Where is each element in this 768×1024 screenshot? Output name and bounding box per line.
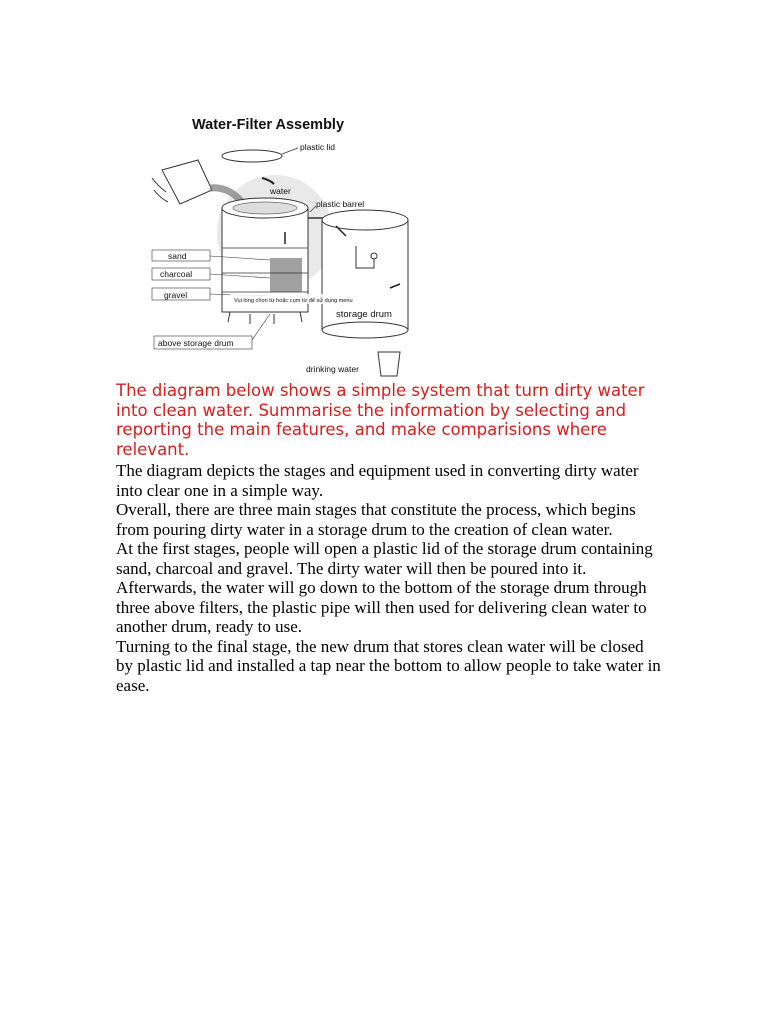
- essay-paragraph-3: At the first stages, people will open a plastic lid of the storage drum containing sand, charcoal and gravel. The dirty water will then be poured into it. Afterwards, the water will go down to the bottom of the storage drum through three above filters, the plastic pipe will then used for delivering clean water to another drum, ready to use.: [116, 539, 653, 636]
- essay-paragraph-1: The diagram depicts the stages and equipment used in converting dirty water into clear one in a simple way.: [116, 461, 639, 500]
- drinking-water-cup: [378, 352, 400, 376]
- label-storage-drum: storage drum: [336, 309, 392, 320]
- water-filter-diagram: [150, 108, 420, 378]
- essay-body: [116, 461, 661, 695]
- label-above-storage-drum: above storage drum: [158, 338, 234, 348]
- plastic-lid-shape: [222, 150, 282, 162]
- label-plastic-barrel: plastic barrel: [316, 199, 365, 209]
- diagram-svg: [150, 108, 420, 378]
- diagram-title: Water-Filter Assembly: [192, 117, 345, 133]
- essay-paragraph-4: Turning to the final stage, the new drum that stores clean water will be closed by plastic lid and installed a tap near the bottom to allow people to take water in ease.: [116, 636, 661, 695]
- label-gravel: gravel: [164, 290, 188, 300]
- essay-paragraph-2: Overall, there are three main stages that constitute the process, which begins from pouring dirty water in a storage drum to the creation of clean water.: [116, 500, 636, 539]
- filter-barrel: [222, 198, 308, 324]
- label-plastic-lid: plastic lid: [300, 142, 335, 152]
- task-prompt: The diagram below shows a simple system that turn dirty water into clean water. Summarise the information by selecting and reporting the main features, and make comparisions where relevant.: [116, 381, 645, 459]
- label-charcoal: charcoal: [160, 269, 193, 279]
- label-water: water: [270, 186, 291, 196]
- pouring-bucket: [152, 160, 242, 204]
- overlay-menu-text: Vui lòng chọn từ hoặc cụm từ để sử dụng menu: [234, 298, 353, 304]
- label-sand: sand: [168, 251, 187, 261]
- label-drinking-water: drinking water: [306, 364, 359, 374]
